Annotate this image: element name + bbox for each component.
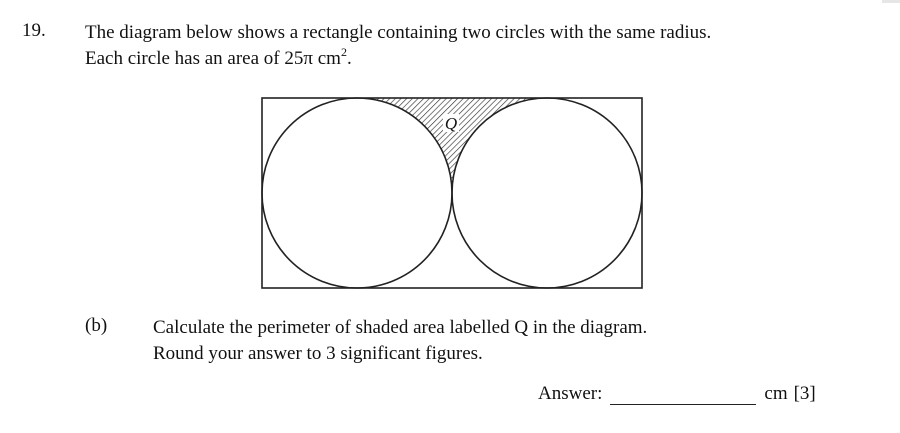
diagram bbox=[258, 94, 648, 297]
part-b-line-1: Calculate the perimeter of shaded area labelled Q in the diagram. bbox=[153, 317, 648, 338]
page-corner-mark bbox=[882, 0, 900, 3]
answer-unit: cm bbox=[764, 383, 788, 404]
question-number: 19. bbox=[22, 20, 46, 41]
part-b-line-2: Round your answer to 3 significant figures. bbox=[153, 343, 483, 364]
answer-row bbox=[538, 383, 816, 405]
part-b-label: (b) bbox=[85, 315, 108, 336]
stem-line-1: The diagram below shows a rectangle containing two circles with the same radius. bbox=[85, 22, 712, 43]
answer-marks: [3] bbox=[793, 383, 816, 404]
diagram-svg bbox=[258, 94, 648, 292]
stem-line-2-end: . bbox=[346, 48, 352, 69]
question-stem bbox=[85, 20, 711, 72]
stem-line-2 bbox=[85, 46, 711, 72]
superscript-exponent: 2 bbox=[340, 45, 347, 59]
answer-label: Answer: bbox=[538, 383, 603, 404]
part-b-text bbox=[153, 315, 647, 367]
right-circle bbox=[452, 98, 642, 288]
shaded-region-q bbox=[357, 98, 547, 193]
stem-line-2-text: Each circle has an area of 25π cm bbox=[85, 48, 341, 69]
shaded-label-q: Q bbox=[444, 114, 458, 133]
left-circle bbox=[262, 98, 452, 288]
answer-blank-line[interactable] bbox=[610, 384, 756, 405]
